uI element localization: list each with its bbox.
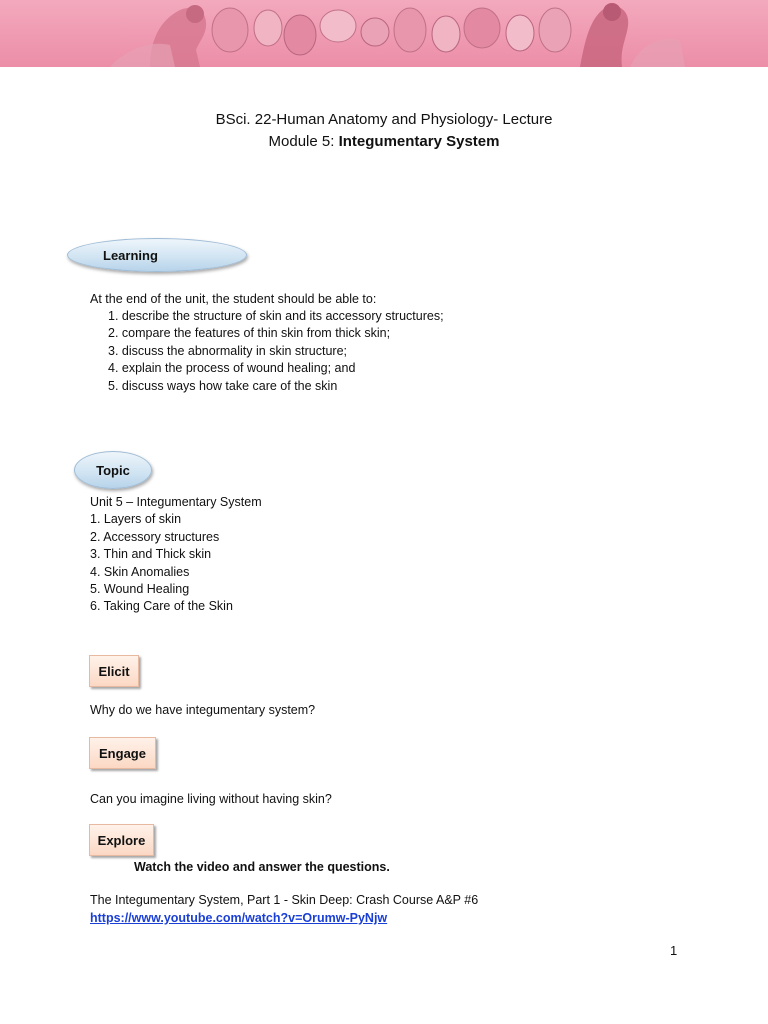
topic-item: 1. Layers of skin (90, 512, 182, 527)
topic-item: Unit 5 – Integumentary System (90, 495, 262, 509)
topic-item: 2. Accessory structures (90, 529, 220, 544)
learning-intro: At the end of the unit, the student should be able to: (90, 292, 377, 306)
module-name: Integumentary System (338, 133, 500, 150)
page-number: 1 (670, 943, 678, 958)
objective-item: 1. describe the structure of skin and its accessory structures; (108, 309, 444, 323)
topic-item: 6. Taking Care of the Skin (90, 599, 233, 614)
objective-item: 4. explain the process of wound healing; and (108, 361, 356, 376)
anatomy-illustration (0, 0, 768, 67)
video-title: The Integumentary System, Part 1 - Skin Deep: Crash Course A&P #6 (90, 893, 479, 907)
learning-label: Learning (103, 247, 158, 263)
topic-label: Topic (96, 462, 130, 478)
elicit-heading: Elicit (89, 655, 139, 687)
objective-item: 3. discuss the abnormality in skin structure; (108, 343, 347, 358)
module-title (0, 133, 768, 150)
module-prefix: Module 5: (268, 133, 339, 150)
topic-item: 4. Skin Anomalies (90, 564, 190, 579)
course-title: BSci. 22-Human Anatomy and Physiology- Lecture (215, 111, 553, 128)
topic-list (90, 494, 262, 616)
topic-heading (74, 451, 152, 489)
engage-heading: Engage (89, 737, 156, 769)
objective-item: 2. compare the features of thin skin from thick skin; (108, 326, 391, 341)
elicit-question: Why do we have integumentary system? (90, 703, 316, 717)
objectives-list (108, 308, 444, 395)
anatomy-banner (0, 0, 768, 67)
explore-heading: Explore (89, 824, 154, 856)
engage-question: Can you imagine living without having skin? (90, 792, 332, 806)
learning-heading (67, 238, 247, 272)
explore-instruction: Watch the video and answer the questions. (134, 860, 390, 874)
topic-item: 5. Wound Healing (90, 582, 190, 597)
video-link[interactable]: https://www.youtube.com/watch?v=Orumw-PyNjw (90, 911, 388, 925)
objective-item: 5. discuss ways how take care of the skin (108, 378, 338, 393)
topic-item: 3. Thin and Thick skin (90, 547, 212, 562)
